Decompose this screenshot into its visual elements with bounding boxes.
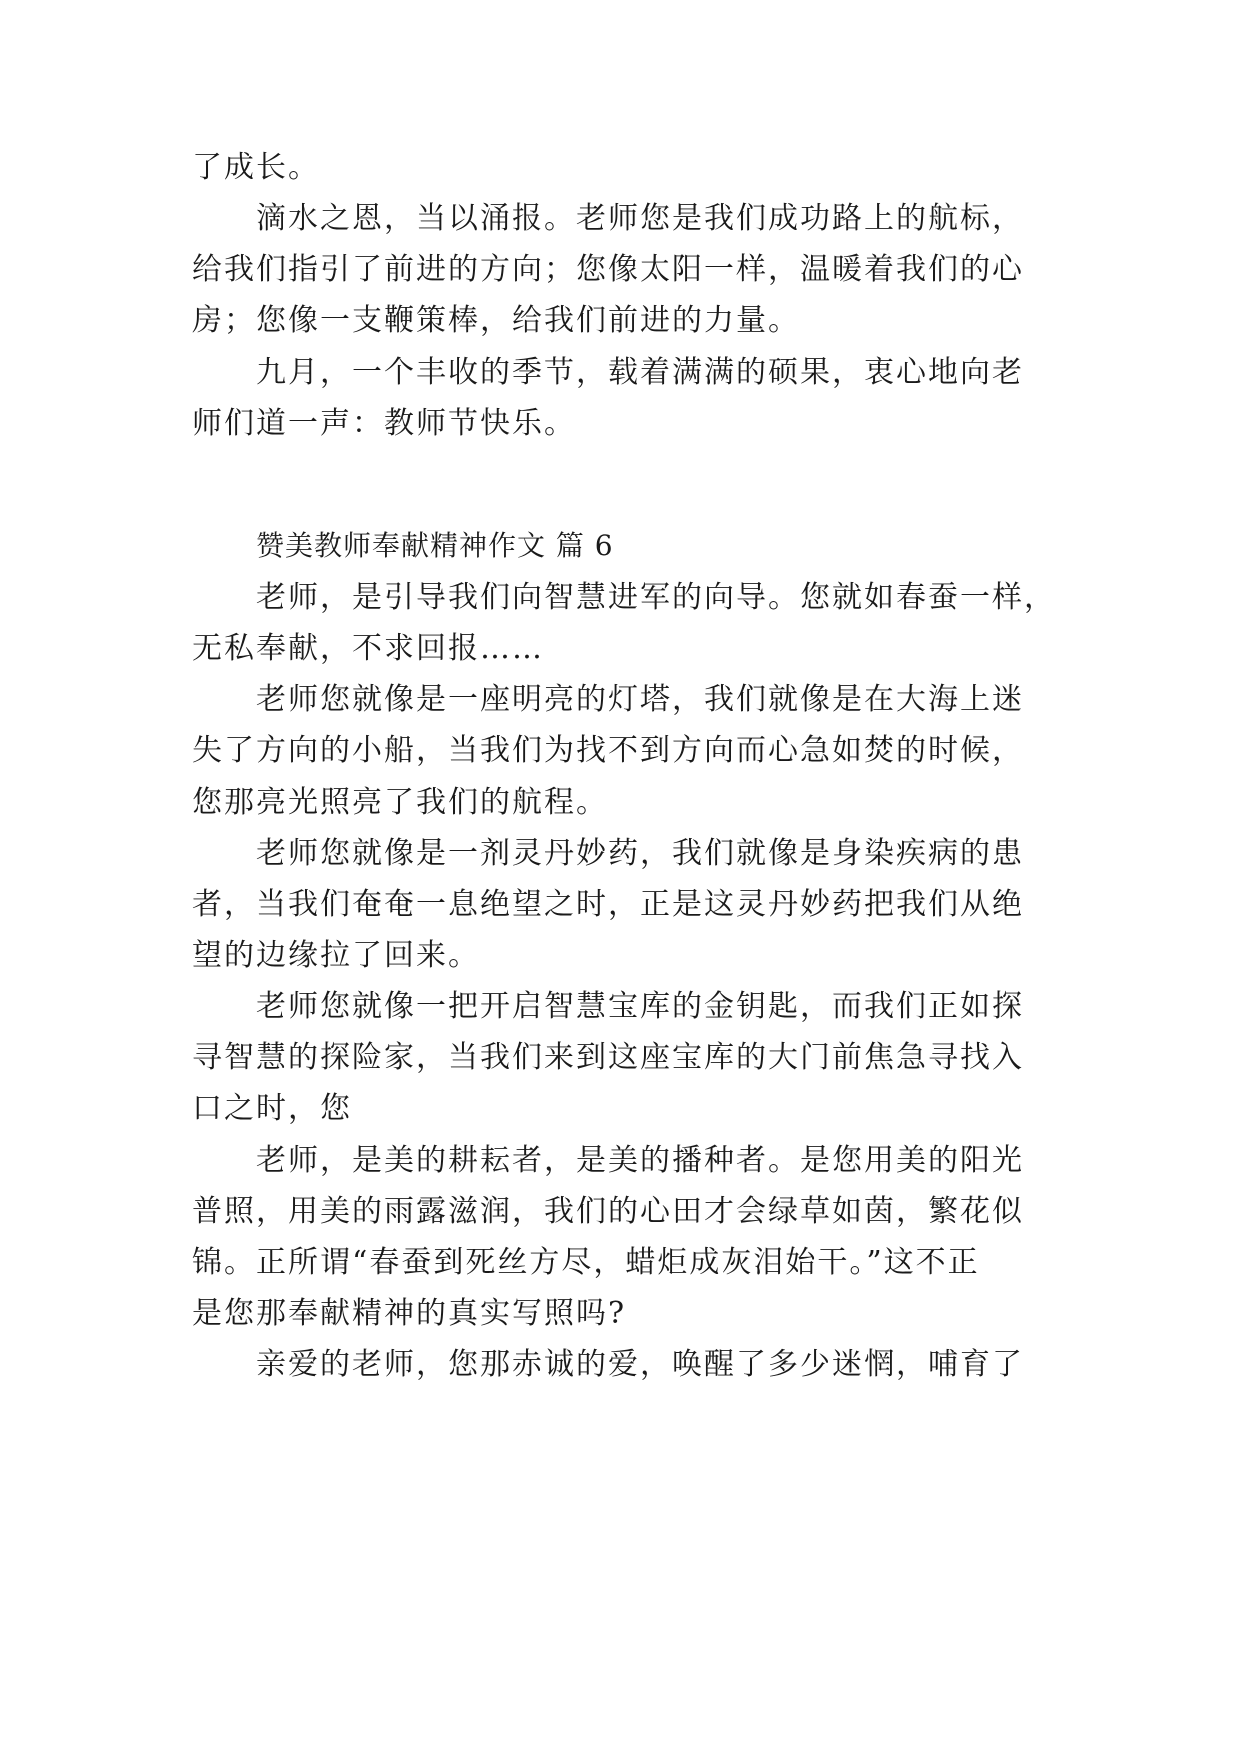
paragraph-line: 老师，是美的耕耘者，是美的播种者。是您用美的阳光 [256,1143,1024,1178]
paragraph-line: 望的边缘拉了回来。 [192,938,480,973]
paragraph-line: 九月，一个丰收的季节，载着满满的硕果，衷心地向老 [256,355,1024,390]
paragraph-line: 亲爱的老师，您那赤诚的爱，唤醒了多少迷惘，哺育了 [256,1347,1024,1382]
paragraph-line: 是您那奉献精神的真实写照吗? [192,1296,627,1331]
paragraph-line: 者，当我们奄奄一息绝望之时，正是这灵丹妙药把我们从绝 [192,887,1024,922]
paragraph-line: 老师您就像是一座明亮的灯塔，我们就像是在大海上迷 [256,682,1024,717]
paragraph-line: 老师您就像是一剂灵丹妙药，我们就像是身染疾病的患 [256,836,1024,871]
paragraph-line: 普照，用美的雨露滋润，我们的心田才会绿草如茵，繁花似 [192,1194,1024,1229]
paragraph-line: 无私奉献，不求回报…… [192,631,544,666]
paragraph-line: 给我们指引了前进的方向；您像太阳一样，温暖着我们的心 [192,252,1024,287]
paragraph-line: 了成长。 [192,150,320,185]
paragraph-line: 滴水之恩，当以涌报。老师您是我们成功路上的航标， [256,201,1024,236]
paragraph-line: 失了方向的小船，当我们为找不到方向而心急如焚的时候， [192,733,1024,768]
paragraph-line: 您那亮光照亮了我们的航程。 [192,785,608,820]
paragraph-line: 锦。正所谓“春蚕到死丝方尽，蜡炬成灰泪始干。”这不正 [192,1245,980,1280]
paragraph-line: 房；您像一支鞭策棒，给我们前进的力量。 [192,303,800,338]
paragraph-line: 口之时，您 [192,1091,352,1126]
paragraph-line: 寻智慧的探险家，当我们来到这座宝库的大门前焦急寻找入 [192,1040,1024,1075]
paragraph-line: 师们道一声：教师节快乐。 [192,406,576,441]
paragraph-line: 老师，是引导我们向智慧进军的向导。您就如春蚕一样， [256,580,1056,615]
paragraph-line: 老师您就像一把开启智慧宝库的金钥匙，而我们正如探 [256,989,1024,1024]
section-heading: 赞美教师奉献精神作文 篇 6 [256,529,614,562]
